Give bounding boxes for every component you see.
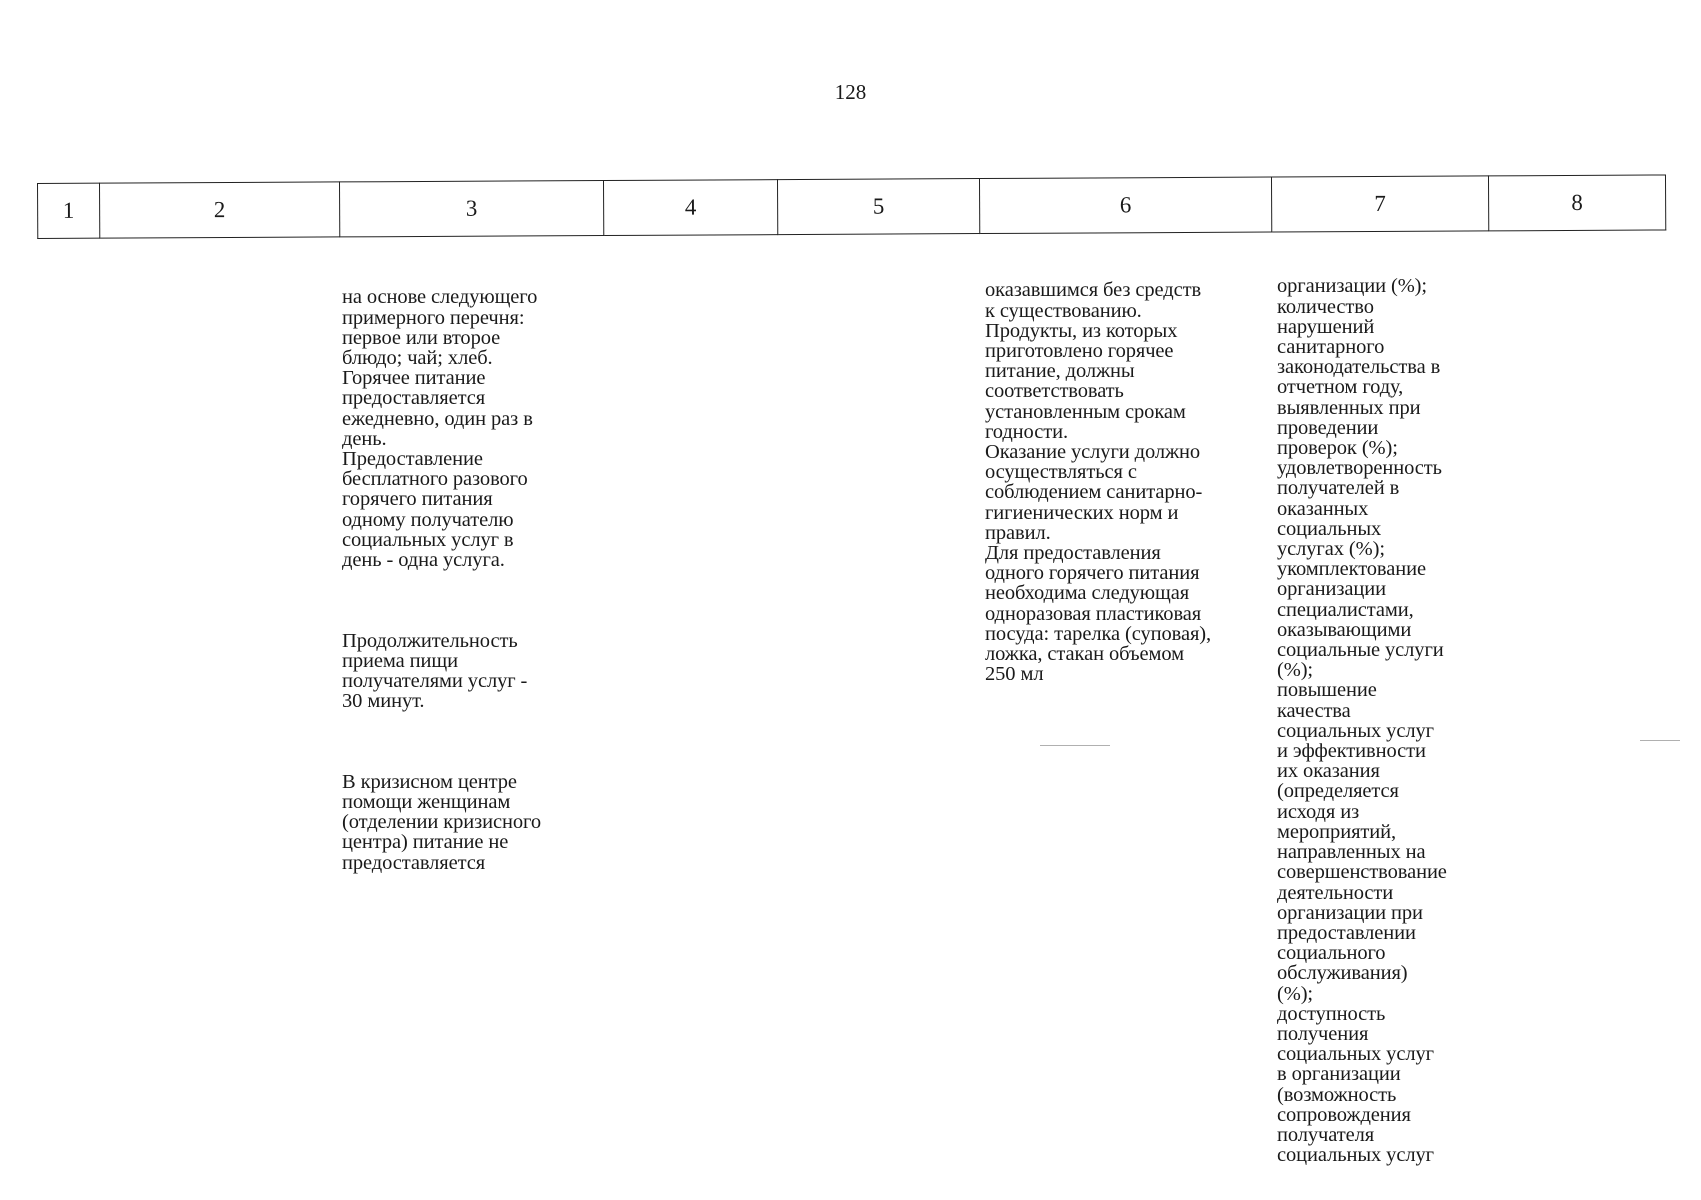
column-3-content (342, 247, 602, 893)
page-number: 128 (834, 80, 867, 104)
header-cell-1: 1 (38, 183, 100, 238)
header-cell-5: 5 (777, 179, 979, 235)
column-number-header-table (37, 174, 1666, 239)
column-7-content (1277, 236, 1517, 1186)
column-3-paragraph: Продолжительность приема пищи получателями услуг - 30 минут. (342, 629, 528, 713)
column-7-text: организации (%); количество нарушений санитарного законодательства в отчетном году, выявленных при проведении проверок (%); удовлетворенность получателей в оказанных социальных услугах (%); укомплектование организации специалистами, оказывающими социальные услуги (%); повышение качества социальных услуг и эффективности их оказания (определяется исходя из мероприятий, направленных на совершенствование деятельности организации при предоставлении социального обслуживания) (%); доступность получения социальных услуг в организации (возможность сопровождения получателя социальных услуг (1277, 275, 1447, 1167)
header-cell-3: 3 (339, 181, 603, 237)
header-row (38, 175, 1666, 239)
header-cell-6: 6 (979, 177, 1271, 234)
header-cell-7: 7 (1271, 176, 1488, 232)
header-cell-4: 4 (603, 180, 777, 236)
header-cell-2: 2 (100, 182, 340, 238)
scan-speck (1040, 745, 1110, 746)
column-6-content (985, 240, 1275, 705)
scan-speck (1640, 740, 1680, 741)
column-6-text: оказавшимся без средств к существованию. Продукты, из которых приготовлено горячее питание, должны соответствовать установленным срокам годности. Оказание услуги должно осуществляться с соблюдением санитарно- гигиенических норм и правил. Для предоставления одного горячего питания необходима следующая одноразовая пластиковая посуда: тарелка (суповая), ложка, стакан объемом 250 мл (985, 279, 1212, 686)
column-3-paragraph: В кризисном центре помощи женщинам (отделении кризисного центра) питание не предоставляется (342, 770, 542, 874)
header-cell-8: 8 (1488, 175, 1665, 231)
column-3-paragraph: на основе следующего примерного перечня: первое или второе блюдо; чай; хлеб. Горячее питание предоставляется ежедневно, один раз в день. Предоставление бесплатного разового горячего питания одному получателю социальных услуг в день - одна услуга. (342, 286, 538, 572)
